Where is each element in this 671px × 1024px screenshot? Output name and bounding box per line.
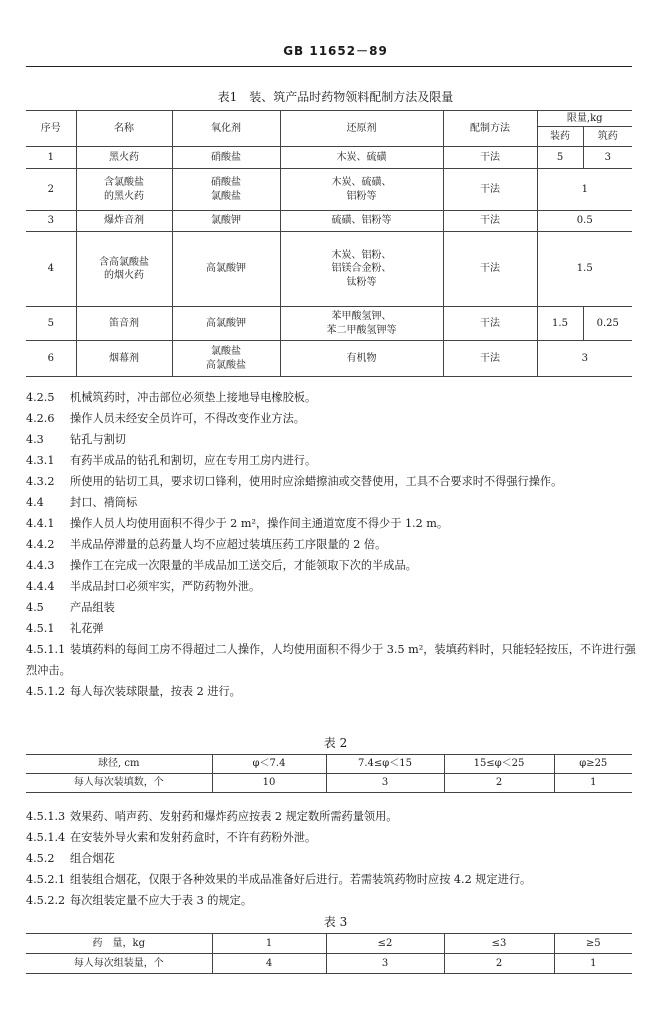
section-heading [26, 429, 636, 450]
cell-reducer: 木炭、硫磺、 铝粉等 [280, 169, 443, 211]
cell-value: 10 [212, 774, 326, 793]
cell-name: 烟幕剂 [76, 341, 172, 377]
clause-text: 操作人员人均使用面积不得少于 2 m²，操作间主通道宽度不得少于 1.2 m。 [70, 517, 449, 530]
body-section-a [26, 387, 636, 702]
cell-reducer: 硫磺、铝粉等 [280, 211, 443, 232]
paragraph [26, 869, 636, 890]
cell-load: 5 [537, 147, 583, 169]
paragraph [26, 408, 636, 429]
clause-text: 产品组装 [70, 601, 115, 614]
table-header-row [26, 755, 632, 774]
header-rule [26, 66, 632, 67]
clause-number: 4.4 [26, 496, 44, 509]
table-row [26, 307, 632, 341]
body-section-b [26, 806, 636, 911]
header-cell: φ＜7.4 [212, 755, 326, 774]
clause-number: 4.5.1.2 [26, 685, 66, 698]
cell-limit-merged: 3 [537, 341, 632, 377]
col-header-seq: 序号 [26, 111, 76, 147]
cell-oxidizer: 硝酸盐 [172, 147, 280, 169]
table3 [26, 933, 632, 974]
cell-load: 1.5 [537, 307, 583, 341]
cell-method: 干法 [443, 169, 537, 211]
clause-text: 有药半成品的钻孔和割切，应在专用工房内进行。 [70, 454, 317, 467]
clause-text: 效果药、哨声药、发射药和爆炸药应按表 2 规定数所需药量领用。 [70, 810, 398, 823]
clause-text: 在安装外导火索和发射药盒时，不许有药粉外泄。 [70, 831, 317, 844]
paragraph [26, 639, 636, 681]
cell-oxidizer: 硝酸盐 氯酸盐 [172, 169, 280, 211]
clause-number: 4.5.2 [26, 852, 55, 865]
table-row [26, 232, 632, 307]
clause-number: 4.3 [26, 433, 44, 446]
cell-limit-merged: 1 [537, 169, 632, 211]
clause-text: 封口、褙筒标 [70, 496, 138, 509]
clause-text: 每次组装定量不应大于表 3 的规定。 [70, 894, 253, 907]
cell-reducer: 木炭、硫磺 [280, 147, 443, 169]
paragraph [26, 827, 636, 848]
clause-text: 半成品停滞量的总药量人均不应超过装填压药工序限量的 2 倍。 [70, 538, 387, 551]
header-cell: 7.4≤φ＜15 [326, 755, 444, 774]
clause-text: 半成品封口必须牢实，严防药物外泄。 [70, 580, 261, 593]
cell-seq: 6 [26, 341, 76, 377]
clause-text: 组合烟花 [70, 852, 115, 865]
cell-method: 干法 [443, 147, 537, 169]
cell-name: 黑火药 [76, 147, 172, 169]
cell-reducer: 木炭、铝粉、 铝镁合金粉、 钛粉等 [280, 232, 443, 307]
cell-name: 含高氯酸盐 的烟火药 [76, 232, 172, 307]
cell-oxidizer: 氯酸盐 高氯酸盐 [172, 341, 280, 377]
paragraph [26, 681, 636, 702]
col-header-method: 配制方法 [443, 111, 537, 147]
cell-value: 4 [212, 954, 326, 974]
header-cell: ≥5 [554, 934, 632, 954]
paragraph [26, 450, 636, 471]
clause-number: 4.3.1 [26, 454, 55, 467]
header-cell: 药 量，kg [26, 934, 212, 954]
col-header-oxidizer: 氧化剂 [172, 111, 280, 147]
table3-caption: 表 3 [323, 915, 348, 929]
clause-text: 钻孔与割切 [70, 433, 126, 446]
row-label: 每人每次装填数，个 [26, 774, 212, 793]
cell-press: 0.25 [583, 307, 632, 341]
table-row [26, 341, 632, 377]
clause-number: 4.4.2 [26, 538, 55, 551]
cell-seq: 1 [26, 147, 76, 169]
col-header-name: 名称 [76, 111, 172, 147]
cell-oxidizer: 高氯酸钾 [172, 307, 280, 341]
cell-limit-merged: 0.5 [537, 211, 632, 232]
cell-value: 1 [554, 954, 632, 974]
paragraph [26, 471, 636, 492]
standard-number: GB 11652－89 [283, 44, 388, 58]
header-cell: 球径, cm [26, 755, 212, 774]
clause-number: 4.5.2.2 [26, 894, 66, 907]
cell-value: 2 [444, 774, 554, 793]
paragraph [26, 806, 636, 827]
clause-number: 4.5.1.1 [26, 643, 66, 656]
cell-value: 3 [326, 774, 444, 793]
paragraph [26, 534, 636, 555]
paragraph [26, 890, 636, 911]
clause-text: 操作工在完成一次限量的半成品加工送交后，才能领取下次的半成品。 [70, 559, 417, 572]
clause-text: 所使用的钻切工具，要求切口锋利，使用时应涂蜡擦油或交替使用，工具不合要求时不得强行操作。 [70, 475, 563, 488]
cell-oxidizer: 高氯酸钾 [172, 232, 280, 307]
header-cell: ≤3 [444, 934, 554, 954]
clause-number: 4.4.1 [26, 517, 55, 530]
clause-number: 4.5.1 [26, 622, 55, 635]
table-row [26, 147, 632, 169]
cell-method: 干法 [443, 307, 537, 341]
paragraph [26, 513, 636, 534]
header-cell: 15≤φ＜25 [444, 755, 554, 774]
clause-number: 4.5 [26, 601, 44, 614]
clause-text: 礼花弹 [70, 622, 104, 635]
section-heading [26, 618, 636, 639]
paragraph [26, 555, 636, 576]
header-cell: 1 [212, 934, 326, 954]
clause-number: 4.3.2 [26, 475, 55, 488]
clause-text: 组装组合烟花，仅限于各种效果的半成品准备好后进行。若需装筑药物时应按 4.2 规定进行。 [70, 873, 532, 886]
cell-method: 干法 [443, 341, 537, 377]
cell-reducer: 苯甲酸氢钾、 苯二甲酸氢钾等 [280, 307, 443, 341]
clause-number: 4.4.3 [26, 559, 55, 572]
col-header-reducer: 还原剂 [280, 111, 443, 147]
cell-value: 2 [444, 954, 554, 974]
header-cell: φ≥25 [554, 755, 632, 774]
cell-name: 爆炸音剂 [76, 211, 172, 232]
clause-number: 4.2.5 [26, 391, 55, 404]
section-heading [26, 597, 636, 618]
clause-text: 装填药料的每间工房不得超过二人操作，人均使用面积不得少于 3.5 m²，装填药料时，只能轻轻按压，不许进行强烈冲击。 [26, 643, 636, 677]
table1 [26, 110, 632, 377]
table-row [26, 169, 632, 211]
paragraph [26, 576, 636, 597]
col-header-limit-load: 装药 [537, 127, 583, 147]
cell-name: 笛音剂 [76, 307, 172, 341]
table-row [26, 211, 632, 232]
table2 [26, 754, 632, 793]
table-header-row [26, 934, 632, 954]
cell-seq: 4 [26, 232, 76, 307]
row-label: 每人每次组装量，个 [26, 954, 212, 974]
cell-method: 干法 [443, 232, 537, 307]
section-heading [26, 492, 636, 513]
cell-seq: 2 [26, 169, 76, 211]
cell-value: 1 [554, 774, 632, 793]
clause-number: 4.5.1.3 [26, 810, 66, 823]
cell-reducer: 有机物 [280, 341, 443, 377]
clause-number: 4.2.6 [26, 412, 55, 425]
header-cell: ≤2 [326, 934, 444, 954]
clause-text: 操作人员未经安全员许可，不得改变作业方法。 [70, 412, 305, 425]
cell-seq: 3 [26, 211, 76, 232]
col-header-limit-press: 筑药 [583, 127, 632, 147]
table-row [26, 954, 632, 974]
clause-text: 机械筑药时，冲击部位必须垫上接地导电橡胶板。 [70, 391, 317, 404]
clause-number: 4.5.2.1 [26, 873, 66, 886]
table-row [26, 774, 632, 793]
cell-name: 含氯酸盐 的黑火药 [76, 169, 172, 211]
table2-caption: 表 2 [323, 736, 348, 750]
cell-oxidizer: 氯酸钾 [172, 211, 280, 232]
cell-press: 3 [583, 147, 632, 169]
col-header-limit: 限量,kg [537, 111, 632, 127]
clause-text: 每人每次装球限量，按表 2 进行。 [70, 685, 241, 698]
clause-number: 4.5.1.4 [26, 831, 66, 844]
clause-number: 4.4.4 [26, 580, 55, 593]
section-heading [26, 848, 636, 869]
cell-seq: 5 [26, 307, 76, 341]
cell-limit-merged: 1.5 [537, 232, 632, 307]
cell-value: 3 [326, 954, 444, 974]
paragraph [26, 387, 636, 408]
table1-caption: 表1 装、筑产品时药物领料配制方法及限量 [217, 90, 454, 104]
cell-method: 干法 [443, 211, 537, 232]
